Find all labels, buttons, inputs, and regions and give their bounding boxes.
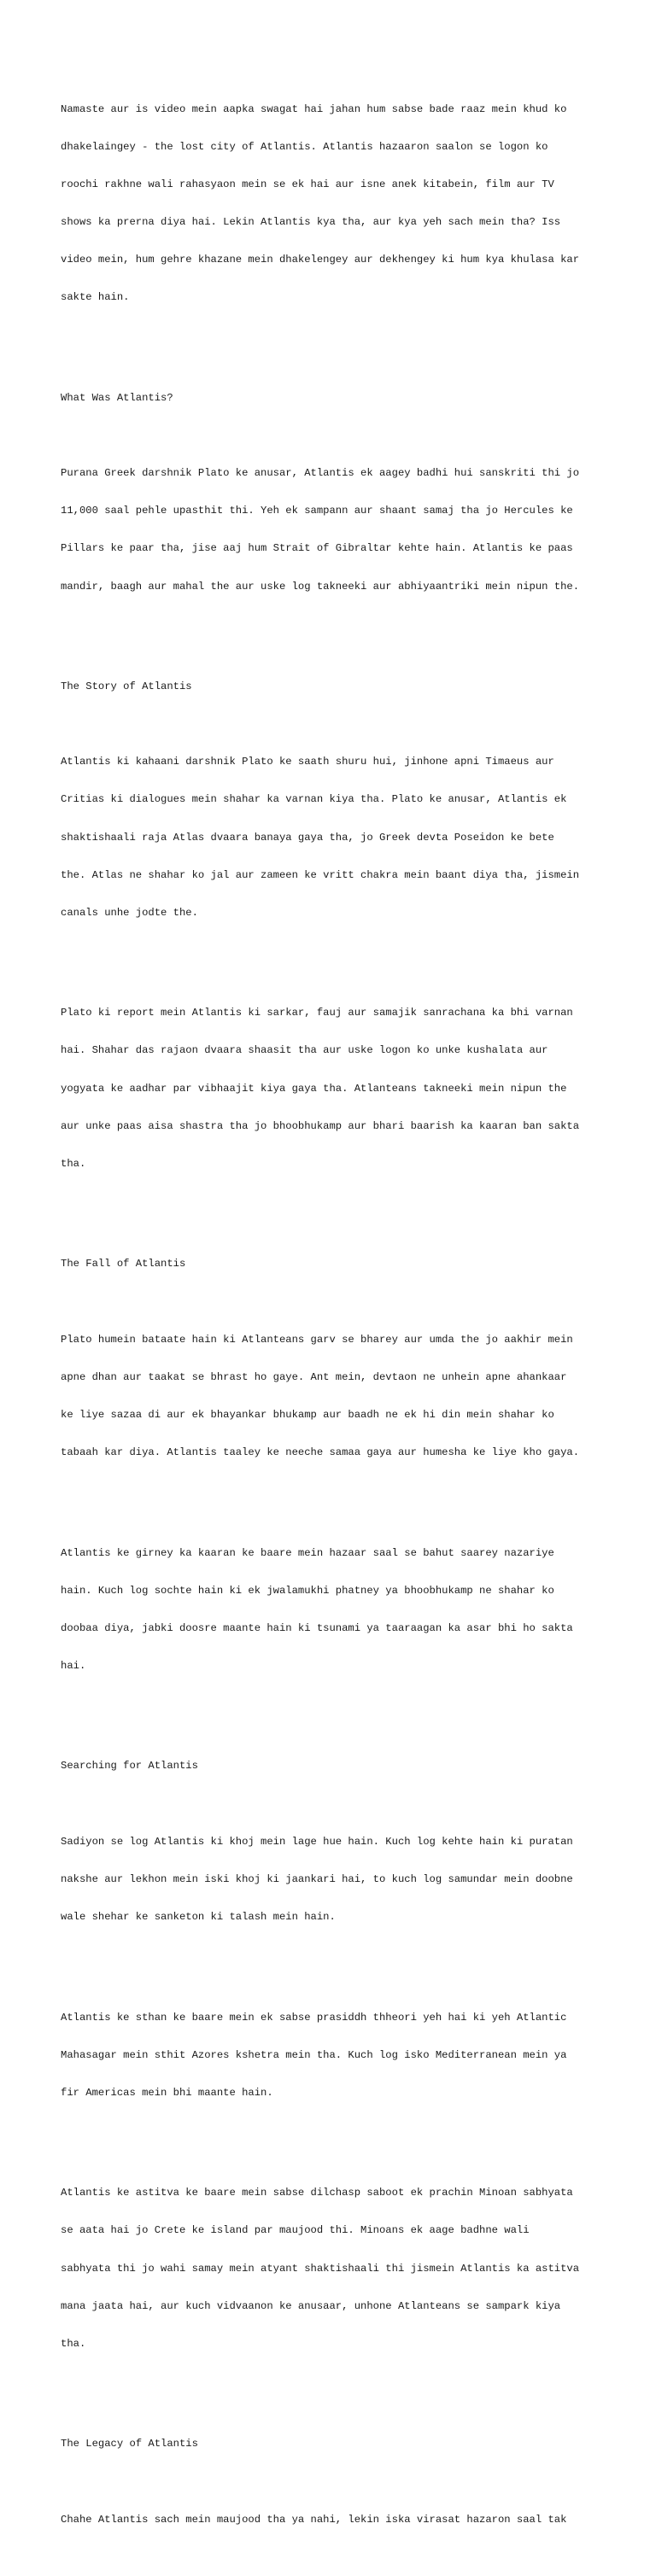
- text-line: tha.: [61, 2337, 86, 2350]
- section-heading: Searching for Atlantis: [61, 1760, 198, 1773]
- paragraph: [61, 2488, 607, 2551]
- document-page: [61, 53, 607, 2576]
- text-line: yogyata ke aadhar par vibhaajit kiya gaya tha. Atlanteans takneeki mein nipun the: [61, 1082, 567, 1095]
- text-line: hain. Kuch log sochte hain ki ek jwalamukhi phatney ya bhoobhukamp ne shahar ko: [61, 1584, 554, 1597]
- paragraph: [61, 982, 607, 1195]
- text-line: Plato ki report mein Atlantis ki sarkar, fauj aur samajik sanrachana ka bhi varnan: [61, 1007, 573, 1019]
- text-line: hai. Shahar das rajaon dvaara shaasit tha aur uske logon ko unke kushalata aur: [61, 1044, 548, 1057]
- text-line: Atlantis ke astitva ke baare mein sabse dilchasp saboot ek prachin Minoan sabhyata: [61, 2187, 573, 2199]
- section-heading: The Fall of Atlantis: [61, 1258, 186, 1270]
- text-line: mandir, baagh aur mahal the aur uske log takneeki aur abhiyaantriki mein nipun the.: [61, 580, 580, 593]
- text-line: ke liye sazaa di aur ek bhayankar bhukamp aur baadh ne ek hi din mein shahar ko: [61, 1408, 554, 1421]
- paragraph: [61, 442, 607, 618]
- text-line: apne dhan aur taakat se bhrast ho gaye. Ant mein, devtaon ne unhein apne ahankaar: [61, 1370, 567, 1383]
- section-heading: The Story of Atlantis: [61, 681, 192, 693]
- text-line: Plato humein bataate hain ki Atlanteans garv se bharey aur umda the jo aakhir mein: [61, 1333, 573, 1346]
- section-heading: The Legacy of Atlantis: [61, 2438, 198, 2450]
- paragraph: [61, 1810, 607, 1948]
- text-line: Atlantis ke girney ka kaaran ke baare mein hazaar saal se bahut saarey nazariye: [61, 1546, 554, 1559]
- text-line: Namaste aur is video mein aapka swagat hai jahan hum sabse bade raaz mein khud ko: [61, 102, 567, 115]
- intro-paragraph: [61, 78, 607, 329]
- text-line: sabhyata thi jo wahi samay mein atyant shaktishaali thi jismein Atlantis ka astitva: [61, 2262, 580, 2275]
- paragraph: [61, 1986, 607, 2124]
- section-heading: What Was Atlantis?: [61, 391, 173, 404]
- text-line: fir Americas mein bhi maante hain.: [61, 2086, 273, 2099]
- text-line: shaktishaali raja Atlas dvaara banaya gaya tha, jo Greek devta Poseidon ke bete: [61, 831, 554, 844]
- text-line: doobaa diya, jabki doosre maante hain ki tsunami ya taaraagan ka asar bhi ho sakta: [61, 1621, 573, 1634]
- text-line: tabaah kar diya. Atlantis taaley ke neeche samaa gaya aur humesha ke liye kho gaya.: [61, 1446, 580, 1458]
- text-line: Atlantis ke sthan ke baare mein ek sabse prasiddh thheori yeh hai ki yeh Atlantic: [61, 2011, 567, 2024]
- text-line: mana jaata hai, aur kuch vidvaanon ke anusaar, unhone Atlanteans se sampark kiya: [61, 2299, 561, 2312]
- text-line: hai.: [61, 1659, 86, 1672]
- text-line: Atlantis ki kahaani darshnik Plato ke saath shuru hui, jinhone apni Timaeus aur: [61, 756, 554, 768]
- text-line: video mein, hum gehre khazane mein dhakelengey aur dekhengey ki hum kya khulasa kar: [61, 254, 580, 266]
- text-line: aur unke paas aisa shastra tha jo bhoobhukamp aur bhari baarish ka kaaran ban sakta: [61, 1119, 580, 1132]
- text-line: Mahasagar mein sthit Azores kshetra mein tha. Kuch log isko Mediterranean mein ya: [61, 2048, 567, 2061]
- text-line: se aata hai jo Crete ke island par maujood thi. Minoans ek aage badhne wali: [61, 2224, 530, 2237]
- text-line: dhakelaingey - the lost city of Atlantis. Atlantis hazaaron saalon se logon ko: [61, 140, 548, 153]
- paragraph: [61, 1522, 607, 1697]
- text-line: Purana Greek darshnik Plato ke anusar, Atlantis ek aagey badhi hui sanskriti thi jo: [61, 467, 580, 480]
- text-line: 11,000 saal pehle upasthit thi. Yeh ek sampann aur shaant samaj tha jo Hercules ke: [61, 505, 573, 517]
- text-line: canals unhe jodte the.: [61, 906, 198, 919]
- paragraph: [61, 2162, 607, 2375]
- text-line: Chahe Atlantis sach mein maujood tha ya nahi, lekin iska virasat hazaron saal tak: [61, 2513, 567, 2526]
- text-line: the. Atlas ne shahar ko jal aur zameen ke vritt chakra mein baant diya tha, jismein: [61, 868, 580, 881]
- paragraph: [61, 731, 607, 944]
- text-line: sakte hain.: [61, 291, 130, 304]
- text-line: shows ka prerna diya hai. Lekin Atlantis kya tha, aur kya yeh sach mein tha? Iss: [61, 216, 561, 229]
- text-line: Critias ki dialogues mein shahar ka varnan kiya tha. Plato ke anusar, Atlantis ek: [61, 793, 567, 806]
- text-line: Sadiyon se log Atlantis ki khoj mein lage hue hain. Kuch log kehte hain ki puratan: [61, 1835, 573, 1848]
- text-line: tha.: [61, 1157, 86, 1170]
- text-line: wale shehar ke sanketon ki talash mein hain.: [61, 1910, 336, 1923]
- text-line: roochi rakhne wali rahasyaon mein se ek hai aur isne anek kitabein, film aur TV: [61, 178, 554, 191]
- text-line: nakshe aur lekhon mein iski khoj ki jaankari hai, to kuch log samundar mein doobne: [61, 1872, 573, 1885]
- text-line: Pillars ke paar tha, jise aaj hum Strait of Gibraltar kehte hain. Atlantis ke paas: [61, 542, 573, 555]
- paragraph: [61, 1308, 607, 1484]
